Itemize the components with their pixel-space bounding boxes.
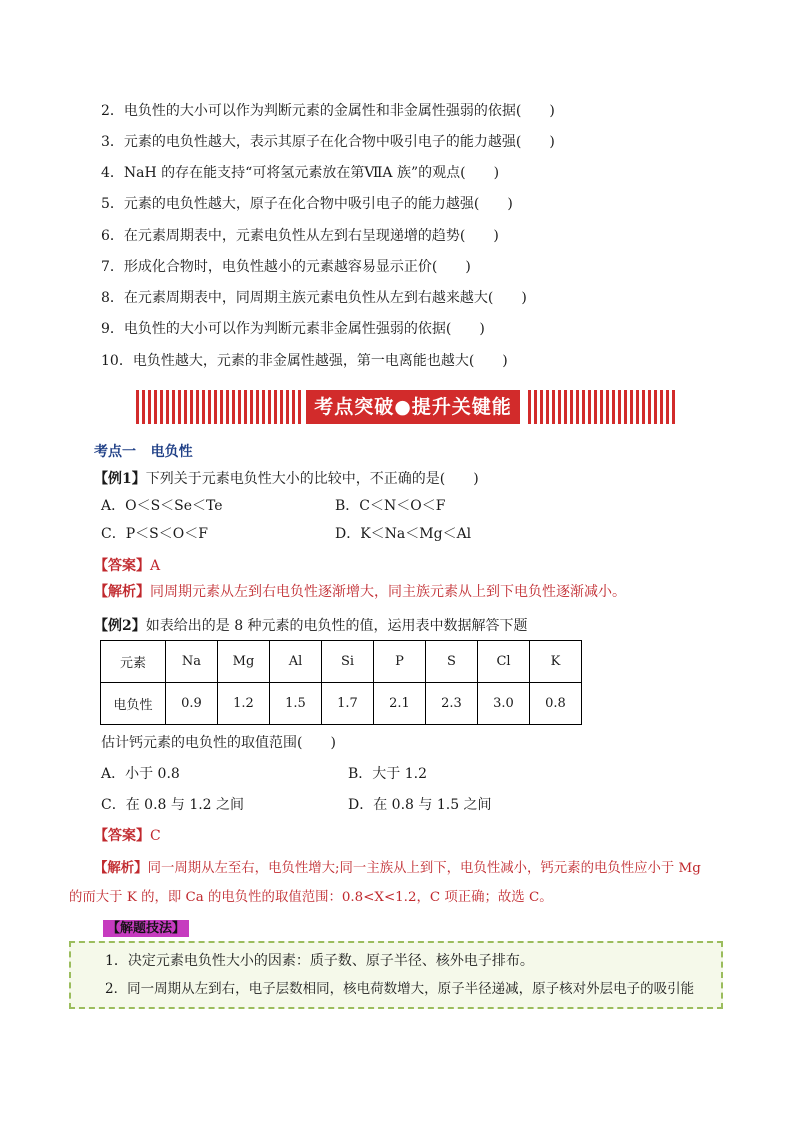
- analysis-text: 同周期元素从左到右电负性逐渐增大，同主族元素从上到下电负性逐渐减小。: [150, 584, 626, 600]
- example1-answer: [94, 557, 160, 575]
- table-row: [101, 683, 582, 725]
- table-cell: S: [426, 641, 478, 683]
- answer-value: C: [150, 828, 161, 844]
- table-cell: 3.0: [478, 683, 530, 725]
- statement-10: 10．电负性越大，元素的非金属性越强，第一电离能也越大( ): [101, 353, 508, 369]
- answer-tag: 【答案】: [94, 828, 150, 844]
- analysis-text: 同一周期从左至右，电负性增大;同一主族从上到下，电负性减小，钙元素的电负性应小于 Mg: [147, 861, 701, 876]
- banner-title: 考点突破●提升关键能力: [306, 390, 520, 424]
- table-cell: Na: [166, 641, 218, 683]
- example2-text: 如表给出的是 8 种元素的电负性的值，运用表中数据解答下题: [145, 618, 528, 634]
- example1-text: 下列关于元素电负性大小的比较中，不正确的是( ): [145, 471, 479, 487]
- table-cell: 1.7: [322, 683, 374, 725]
- example2-option-d: D．在 0.8 与 1.5 之间: [348, 797, 492, 813]
- table-cell: 2.1: [374, 683, 426, 725]
- example1-option-c: C．P＜S＜O＜F: [101, 526, 208, 542]
- table-cell: Si: [322, 641, 374, 683]
- statement-7: 7．形成化合物时，电负性越小的元素越容易显示正价( ): [101, 259, 471, 275]
- table-cell: 电负性: [101, 683, 166, 725]
- section-heading: [94, 443, 193, 461]
- table-row: [101, 641, 582, 683]
- table-cell: 1.5: [270, 683, 322, 725]
- table-cell: Mg: [218, 641, 270, 683]
- example2-analysis: [94, 859, 701, 878]
- electronegativity-table: [100, 640, 582, 725]
- table-cell: Al: [270, 641, 322, 683]
- table-cell: 0.9: [166, 683, 218, 725]
- section-title: 电负性: [150, 444, 193, 460]
- table-cell: Cl: [478, 641, 530, 683]
- example2-option-c: C．在 0.8 与 1.2 之间: [101, 797, 245, 813]
- statement-3: 3．元素的电负性越大，表示其原子在化合物中吸引电子的能力越强( ): [101, 134, 555, 150]
- statement-5: 5．元素的电负性越大，原子在化合物中吸引电子的能力越强( ): [101, 196, 513, 212]
- statement-9: 9．电负性的大小可以作为判断元素非金属性强弱的依据( ): [101, 321, 485, 337]
- table-cell: 0.8: [530, 683, 582, 725]
- table-cell: P: [374, 641, 426, 683]
- tips-tag: 【解题技法】: [103, 920, 189, 937]
- example2-option-a: A．小于 0.8: [101, 766, 180, 782]
- tips-line-2: 2．同一周期从左到右，电子层数相同，核电荷数增大，原子半径递减，原子核对外层电子的吸引能: [105, 981, 695, 997]
- table-cell: 元素: [101, 641, 166, 683]
- example2-question: [94, 617, 528, 635]
- example1-question: [94, 470, 479, 488]
- section-label: 考点一: [94, 444, 136, 460]
- example2-tag: 【例2】: [94, 618, 146, 634]
- table-cell: 1.2: [218, 683, 270, 725]
- analysis-tag: 【解析】: [94, 584, 150, 600]
- statement-8: 8．在元素周期表中，同周期主族元素电负性从左到右越来越大( ): [101, 290, 527, 306]
- example1-option-a: A．O＜S＜Se＜Te: [101, 498, 223, 514]
- statement-4: 4．NaH 的存在能支持“可将氢元素放在第ⅦA 族”的观点( ): [101, 165, 500, 181]
- table-cell: 2.3: [426, 683, 478, 725]
- statement-2: 2．电负性的大小可以作为判断元素的金属性和非金属性强弱的依据( ): [101, 103, 555, 119]
- table-cell: K: [530, 641, 582, 683]
- example1-option-d: D．K＜Na＜Mg＜Al: [335, 526, 472, 542]
- example2-option-b: B．大于 1.2: [348, 766, 428, 782]
- example1-option-b: B．C＜N＜O＜F: [335, 498, 446, 514]
- statement-6: 6．在元素周期表中，元素电负性从左到右呈现递增的趋势( ): [101, 228, 499, 244]
- example1-tag: 【例1】: [94, 471, 146, 487]
- example2-answer: [94, 827, 161, 845]
- example1-analysis: [94, 583, 626, 601]
- example2-analysis-cont: 的而大于 K 的，即 Ca 的电负性的取值范围：0.8<X<1.2，C 项正确；故选 C。: [69, 890, 553, 905]
- analysis-tag: 【解析】: [94, 860, 148, 876]
- example2-subquestion: 估计钙元素的电负性的取值范围( ): [101, 735, 336, 751]
- answer-value: A: [150, 558, 161, 574]
- tips-line-1: 1．决定元素电负性大小的因素：质子数、原子半径、核外电子排布。: [105, 953, 534, 969]
- answer-tag: 【答案】: [94, 558, 150, 574]
